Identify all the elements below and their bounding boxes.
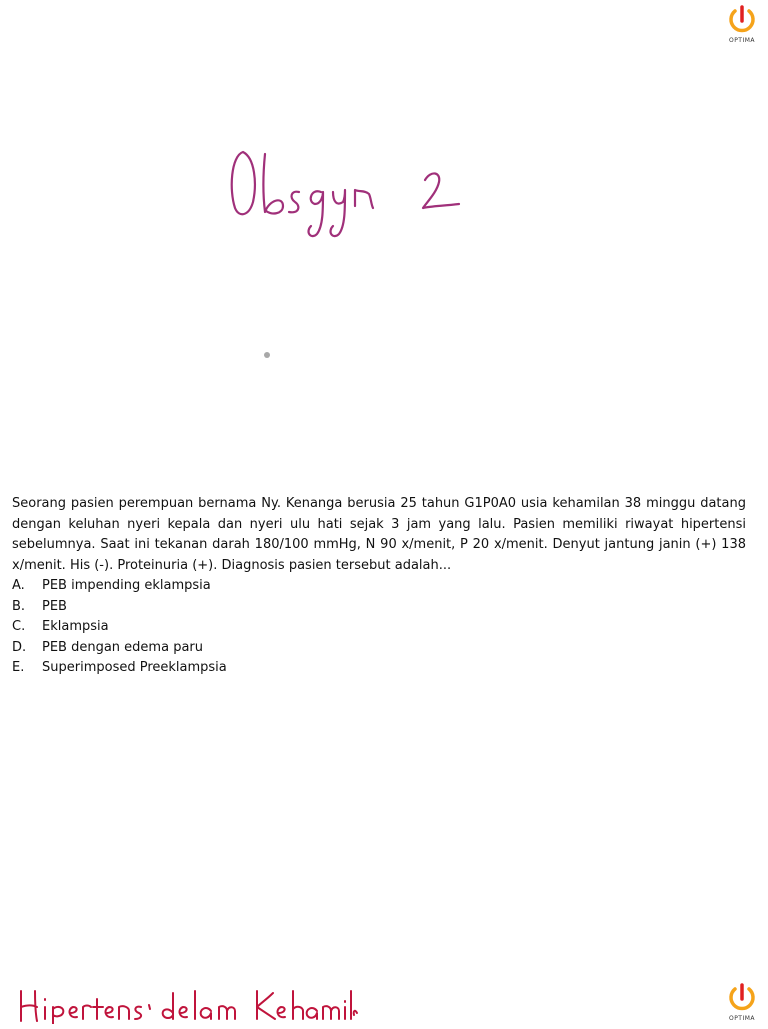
handwritten-title-drawing — [225, 140, 470, 245]
option-text: PEB impending eklampsia — [42, 578, 211, 593]
decorative-dot — [264, 352, 270, 358]
option-text: PEB dengan edema paru — [42, 639, 203, 655]
option-d — [12, 638, 746, 659]
question-block — [12, 494, 746, 679]
power-icon — [726, 982, 758, 1014]
question-text: Seorang pasien perempuan bernama Ny. Kenanga berusia 25 tahun G1P0A0 usia kehamilan 38 minggu datang dengan keluhan nyeri kepala dan nyeri ulu hati sejak 3 jam yang lalu. Pasien memiliki riwayat hipertensi sebelumnya. Saat ini tekanan darah 180/100 mmHg, N 90 x/menit, P 20 x/menit. Denyut jantung janin (+) 138 x/menit. His (-). Proteinuria (+). Diagnosis pasien tersebut adalah... — [12, 496, 746, 573]
logo-text: OPTIMA — [728, 1015, 756, 1022]
handwritten-footer — [15, 985, 360, 1029]
option-letter: C. — [12, 619, 26, 634]
option-c — [12, 617, 746, 638]
handwritten-title — [225, 140, 470, 250]
optima-logo — [722, 4, 762, 44]
option-b — [12, 597, 746, 618]
option-letter: B. — [12, 598, 26, 614]
option-letter: D. — [12, 639, 27, 655]
power-icon — [726, 4, 758, 36]
logo-text: OPTIMA — [728, 37, 756, 44]
option-text: Eklampsia — [42, 619, 109, 634]
option-e — [12, 658, 746, 679]
option-text: Superimposed Preeklampsia — [42, 660, 227, 675]
option-text: PEB — [42, 598, 67, 614]
optima-logo-footer — [722, 982, 762, 1022]
option-letter: A. — [12, 578, 25, 593]
option-letter: E. — [12, 660, 25, 675]
answer-options — [12, 576, 746, 679]
option-a — [12, 576, 746, 597]
handwritten-footer-drawing — [15, 985, 360, 1024]
